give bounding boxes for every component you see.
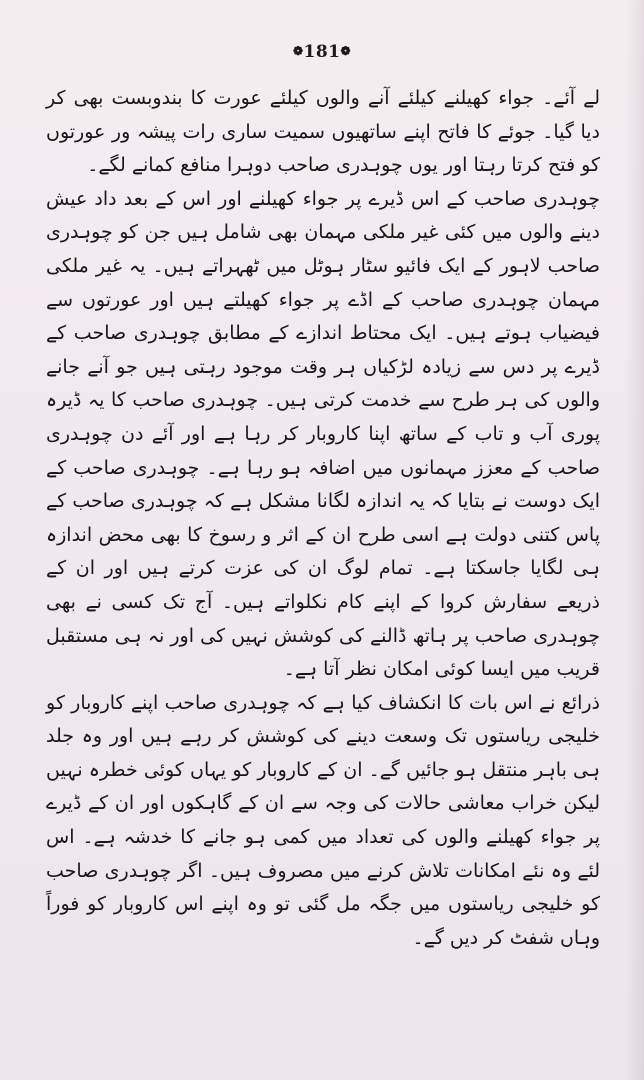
- body-text: [46, 82, 600, 955]
- page-number: [0, 42, 644, 62]
- paragraph-3: ذرائع نے اس بات کا انکشاف کیا ہے کہ چوہدری صاحب اپنے کاروبار کو خلیجی ریاستوں تک وسعت دینے کی کوشش کر رہے ہیں اور وہ جلد ہی باہر منتقل ہو جائیں گے۔ ان کے کاروبار کو یہاں کوئی خطرہ نہیں لیکن خراب معاشی حالات کی وجہ سے ان کے گاہکوں اور ان کے ڈیرے پر جواء کھیلنے والوں کی تعداد میں کمی ہو جانے کا خدشہ ہے۔ اس لئے وہ نئے امکانات تلاش کرنے میں مصروف ہیں۔ اگر چوہدری صاحب کو خلیجی ریاستوں میں جگہ مل گئی تو وہ اپنے اس کاروبار کو فوراً وہاں شفٹ کر دیں گے۔: [46, 691, 600, 949]
- ornament-right-icon: ❁: [340, 44, 352, 58]
- page-binding-shadow: [626, 0, 644, 1080]
- paragraph-1: لے آئے۔ جواء کھیلنے کیلئے آنے والوں کیلئے عورت کا بندوبست بھی کر دیا گیا۔ جوئے کا فاتح اپنے ساتھیوں سمیت ساری رات پیشہ ور عورتوں کو فتح کرتا رہتا اور یوں چوہدری صاحب دوہرا منافع کمانے لگے۔: [46, 87, 600, 177]
- paragraph-2: چوہدری صاحب کے اس ڈیرے پر جواء کھیلنے اور اس کے بعد داد عیش دینے والوں میں کئی غیر ملکی مہمان بھی شامل ہیں جن کو چوہدری صاحب لاہور کے ایک فائیو سٹار ہوٹل میں ٹھہراتے ہیں۔ یہ غیر ملکی مہمان چوہدری صاحب کے اڈے پر جواء کھیلتے ہیں اور عورتوں سے فیضیاب ہوتے ہیں۔ ایک محتاط اندازے کے مطابق چوہدری صاحب کے ڈیرے پر دس سے زیادہ لڑکیاں ہر وقت موجود رہتی ہیں جو آنے جانے والوں کی ہر طرح سے خدمت کرتی ہیں۔ چوہدری صاحب کا یہ ڈیرہ پوری آب و تاب کے ساتھ اپنا کاروبار کر رہا ہے اور آئے دن چوہدری صاحب کے معزز مہمانوں میں اضافہ ہو رہا ہے۔ چوہدری صاحب کے ایک دوست نے بتایا کہ یہ اندازہ لگانا مشکل ہے کہ چوہدری صاحب کے پاس کتنی دولت ہے اسی طرح ان کے اثر و رسوخ کا بھی محض اندازہ ہی لگایا جاسکتا ہے۔ تمام لوگ ان کی عزت کرتے ہیں اور ان کے ذریعے سفارش کروا کے اپنے کام نکلواتے ہیں۔ آج تک کسی نے بھی چوہدری صاحب پر ہاتھ ڈالنے کی کوشش نہیں کی اور نہ ہی مستقبل قریب میں ایسا کوئی امکان نظر آتا ہے۔: [46, 187, 600, 681]
- page-number-value: 181: [303, 42, 341, 62]
- ornament-left-icon: ❁: [292, 44, 304, 58]
